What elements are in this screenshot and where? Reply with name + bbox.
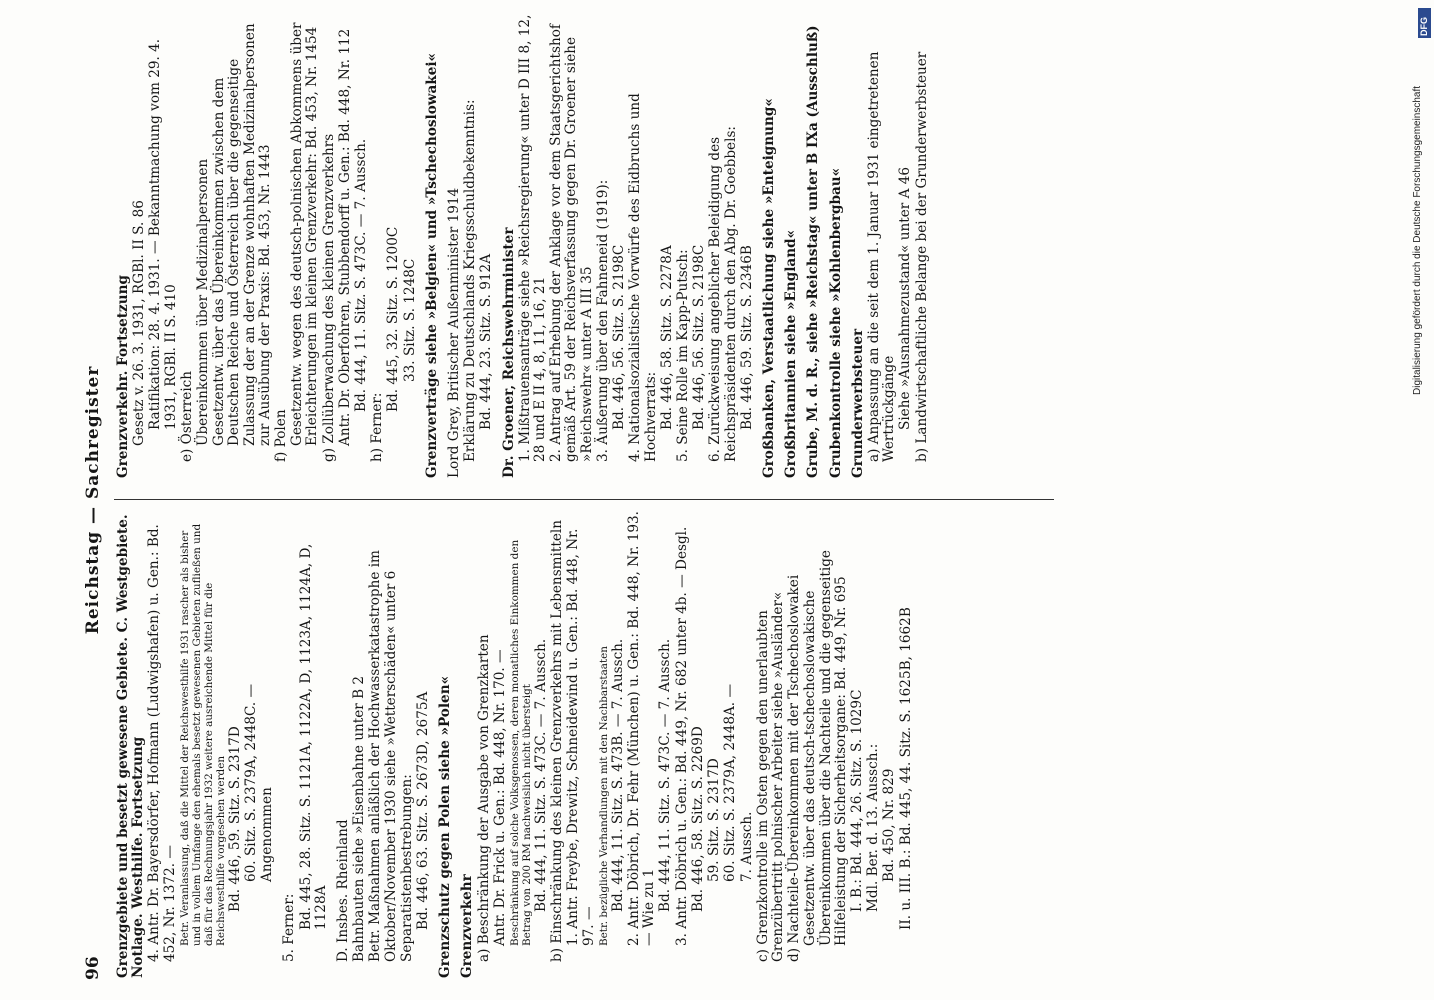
index-entry: 33. Sitz. S. 1248C [401, 258, 418, 382]
index-entry: Bd. 445, 32. Sitz. S. 1200C [385, 226, 402, 412]
index-entry: 3. Äußerung über den Fahneneid (1919): [594, 179, 611, 462]
index-entry: e) Österreich [178, 370, 195, 462]
index-entry: Bd. 446, 59. Sitz. S. 2346B [738, 245, 755, 430]
index-entry: a) Beschränkung der Ausgabe von Grenzkarten [475, 634, 492, 962]
index-entry: a) Anpassung an die seit dem 1. Januar 1931 eingetretenen Wertrückgänge [865, 51, 898, 462]
index-entry: 59. Sitz. S. 2317D [706, 758, 723, 882]
index-heading: Grenzverkehr [459, 874, 476, 978]
index-heading: Grubenkontrolle siehe »Kohlenbergbau« [827, 167, 844, 478]
index-entry: Bd. 444, 11. Sitz. S. 473C. — 7. Aussch. [657, 638, 674, 912]
index-entry: Bd. 446, 58. Sitz. S. 2269D [689, 726, 706, 912]
index-entry: Bd. 450, Nr. 829 [881, 768, 898, 882]
index-entry: Separatistenbestrebungen: [398, 774, 415, 962]
index-entry: 4. Antr. Dr. Bayersdörfer, Hofmann (Ludwigshafen) u. Gen.: Bd. 452, Nr. 1372. — [146, 524, 178, 962]
index-heading: Grunderwerbsteuer [849, 328, 866, 478]
index-entry: 5. Seine Rolle im Kapp-Putsch: [674, 249, 691, 462]
index-entry: Gesetzentw. wegen des deutsch-polnischen Abkommens über Erleichterungen im kleinen Grenzverkehr: Bd. 453, Nr. 1454 [289, 22, 321, 446]
index-entry: 60. Sitz. S. 2379A, 2448A. — [722, 683, 739, 882]
index-entry: 1. Mißtrauensanträge siehe »Reichsregierung« unter D III 8, 12, 28 und E II 4, 8, 11, 16, 21 [516, 14, 549, 462]
page-header [83, 0, 110, 1000]
index-entry: Erklärung zu Deutschlands Kriegsschuldbekenntnis: [462, 99, 479, 462]
digitization-credit [1399, 0, 1434, 1000]
page-content [62, 0, 1352, 1000]
index-entry: b) Landwirtschaftliche Belange bei der Grunderwerbsteuer [913, 51, 930, 462]
index-entry: 7. Aussch. [738, 811, 755, 882]
rotated-page [62, 0, 1352, 1000]
index-entry: Antr. Dr. Oberfohren, Stubbendorff u. Gen.: Bd. 448, Nr. 112 [336, 28, 353, 446]
index-entry: 60. Sitz. S. 2379A, 2448C. — [243, 683, 260, 882]
index-entry: b) Einschränkung des kleinen Grenzverkehrs mit Lebensmitteln [549, 520, 566, 962]
index-entry: Siehe »Ausnahmezustand« unter A 46 [897, 166, 914, 430]
index-entry: 1. Antr. Freybe, Drewitz, Schneidewind u. Gen.: Bd. 448, Nr. 97. — [565, 528, 597, 946]
index-entry: Angenommen [259, 787, 276, 882]
index-heading: Grenzverträge siehe »Belgien« und »Tschechoslowakei« [423, 52, 440, 478]
index-entry: Gesetz v. 26. 3. 1931, RGBl. II S. 86 [131, 200, 148, 446]
dfg-logo [1418, 8, 1431, 38]
dfg-logo-text: DFG [1419, 17, 1429, 36]
index-entry: Bd. 445, 28. Sitz. S. 1121A, 1122A, D, 1123A, 1124A, D, 1128A [297, 543, 329, 930]
index-entry: II. u. III. B.: Bd. 445, 44. Sitz. S. 1625B, 1662B [897, 607, 914, 930]
index-entry: f) Polen [273, 409, 290, 462]
column-divider [114, 499, 1054, 500]
index-entry: Betr. bezügliche Verhandlungen mit den Nachbarstaaten [597, 646, 610, 946]
index-entry: Mdl. Ber. d. 13. Aussch.: [865, 743, 882, 912]
index-heading: Grenzgebiete und besetzt gewesene Gebiete. C. Westgebiete. Notlage. Westhilfe. Fortsetzung [115, 514, 147, 978]
index-entry: Bd. 446, 63. Sitz. S. 2673D, 2675A [415, 691, 432, 930]
index-entry: Ratifikation: 28. 4. 1931. — Bekanntmachung vom 29. 4. 1931, RGBl. II S. 410 [147, 38, 179, 430]
index-entry: c) Grenzkontrolle im Osten gegen den unerlaubten Grenzübertritt polnischer Arbeiter siehe »Ausländer« [754, 591, 786, 962]
left-column [116, 508, 915, 978]
index-entry: Bd. 444, 11. Sitz. S. 473C. — 7. Aussch. [353, 138, 370, 412]
right-column [116, 8, 931, 478]
index-entry: d) Nachteile-Übereinkommen mit der Tschechoslowakei [786, 574, 803, 962]
index-heading: Dr. Groener, Reichswehrminister [500, 227, 517, 478]
index-entry: 3. Antr. Döbrich u. Gen.: Bd. 449, Nr. 682 unter 4b. — Desgl. [673, 526, 690, 946]
index-heading: Grenzverkehr. Fortsetzung [115, 274, 131, 478]
index-heading: Großbritannien siehe »England« [783, 229, 800, 478]
index-entry: Bd. 444, 11. Sitz. S. 473C. — 7. Aussch. [533, 638, 550, 912]
index-entry: 5. Ferner: [281, 893, 298, 962]
index-entry: Betr. Maßnahmen anläßlich der Hochwasserkatastrophe im Oktober/November 1930 siehe »Wetterschäden« unter 6 [367, 550, 399, 962]
index-entry: 2. Antrag auf Erhebung der Anklage vor dem Staatsgerichtshof gemäß Art. 59 der Reichsverfassung gegen Dr. Groener siehe »Reichswehr« unter A III 35 [548, 24, 595, 462]
spacer [845, 8, 850, 478]
index-heading: Grube, M. d. R., siehe »Reichstag« unter B IXa (Ausschluß) [805, 25, 822, 478]
index-entry: Betr. Veranlassung, daß die Mittel der Reichswesthilfe 1931 rascher als bisher und in vollem Umfange den ehemals besetzt gewesenen Gebieten zufließen und daß für das Rechnungsjahr 1932 weitere ausreichende Mittel für die Reichswesthilfe vorgesehen werden [178, 523, 227, 946]
index-entry: Bd. 444, 23. Sitz. S. 912A [478, 253, 495, 430]
index-entry: Lord Grey, Britischer Außenminister 1914 [446, 187, 463, 478]
index-entry: Gesetzentw. über das deutsch-tschechoslowakische Übereinkommen über die Nachteile und die gegenseitige Hilfeleistung der Sicherheitsorgane: Bd. 449, Nr. 695 [802, 550, 849, 946]
index-entry: Gesetzentw. über das Übereinkommen zwischen dem Deutschen Reiche und Österreich über die gegenseitige Zulassung der an der Grenze wohnhaften Medizinalpersonen zur Ausübung der Praxis: Bd. 453, Nr. 1443 [211, 23, 273, 446]
spacer [496, 8, 501, 478]
index-entry: Bd. 444, 11. Sitz. S. 473B. — 7. Aussch. [609, 638, 626, 912]
index-entry: Bd. 446, 58. Sitz. S. 2278A [658, 245, 675, 430]
index-entry: Übereinkommen über Medizinalpersonen [195, 158, 212, 446]
credit-text: Digitalisierung gefördert durch die Deutsche Forschungsgemeinschaft [1412, 85, 1423, 395]
index-entry: Bd. 446, 59. Sitz. S. 2317D [226, 726, 243, 912]
index-entry: D. Insbes. Rheinland [335, 819, 352, 962]
running-title: Reichstag — Sachregister [83, 365, 103, 635]
spacer [823, 8, 828, 478]
index-entry: Bahnbauten siehe »Eisenbahne unter B 2 [351, 675, 368, 962]
index-entry: 2. Antr. Döbrich, Dr. Fehr (München) u. Gen.: Bd. 448, Nr. 193. — Wie zu 1 [626, 511, 658, 946]
index-entry: 6. Zurückweisung angeblicher Beleidigung des Reichspräsidenten durch den Abg. Dr. Goebbels: [707, 126, 739, 462]
index-entry: h) Ferner: [369, 392, 386, 462]
index-entry: 4. Nationalsozialistische Vorwürfe des Eidbruchs und Hochverrats: [627, 93, 659, 462]
index-entry: Antr. Dr. Frick u. Gen.: Bd. 448, Nr. 170. — [491, 649, 508, 946]
index-entry: Bd. 446, 56. Sitz. S. 2198C [691, 244, 708, 430]
index-entry: I. B.: Bd. 444, 26. Sitz. S. 1029C [848, 689, 865, 912]
index-entry: Bd. 446, 56. Sitz. S. 2198C [611, 244, 628, 430]
index-entry: Beschränkung auf solche Volksgenossen, deren monatliches Einkommen den Betrag von 200 RM nachweislich nicht übersteigt [509, 539, 534, 946]
page-number: 96 [83, 956, 103, 980]
index-entry: g) Zollüberwachung des kleinen Grenzverkehrs [320, 133, 337, 462]
index-heading: Großbanken, Verstaatlichung siehe »Enteignung« [760, 98, 777, 478]
index-heading: Grenzschutz gegen Polen siehe »Polen« [437, 675, 454, 978]
